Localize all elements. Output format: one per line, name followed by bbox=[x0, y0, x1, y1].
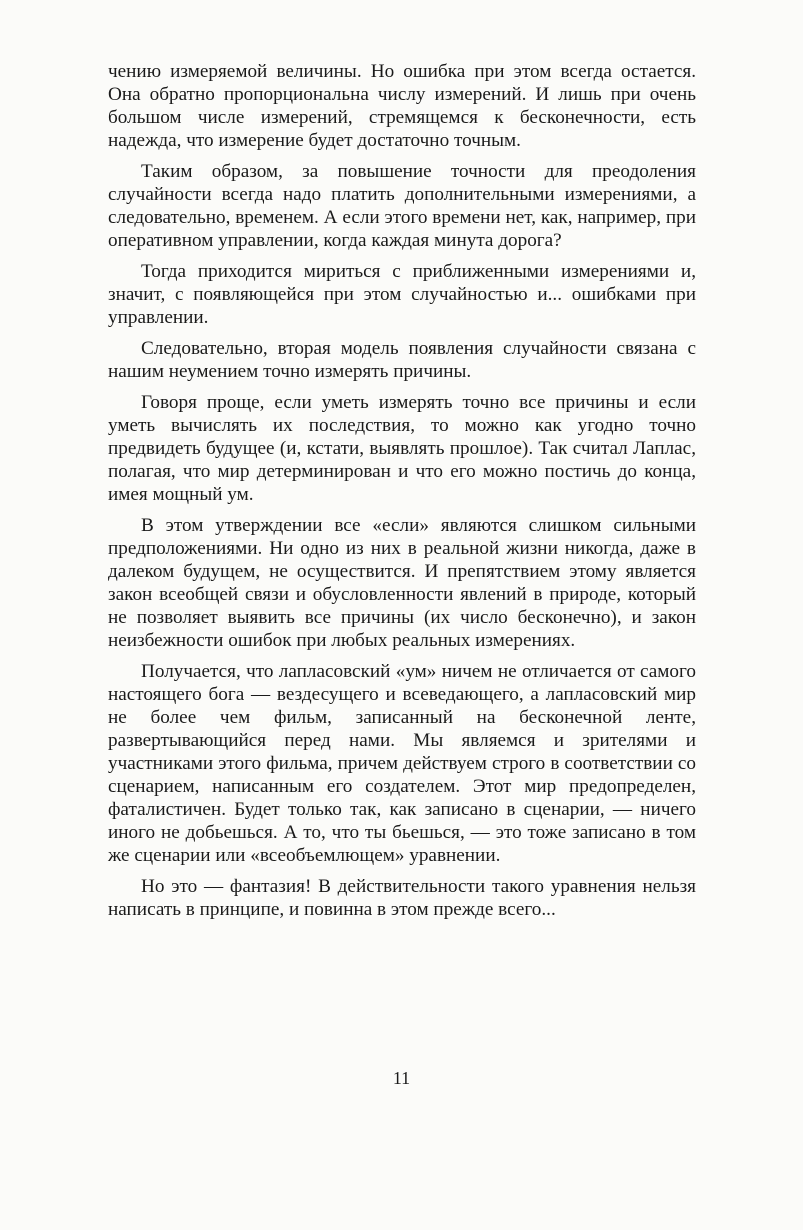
paragraph-7: Получается, что лапласовский «ум» ничем не отличается от самого настоящего бога — вездесущего и всеведающего, а лапласовский мир не более чем фильм, записанный на бесконечной ленте, развертывающийся перед нами. Мы являемся и зрителями и участниками этого фильма, причем действуем строго в соответствии со сценарием, написанным его создателем. Этот мир предопределен, фаталистичен. Будет только так, как записано в сценарии, — ничего иного не добьешься. А то, что ты бьешься, — это тоже записано в том же сценарии или «всеобъемлющем» уравнении. bbox=[108, 661, 696, 866]
page-number: 11 bbox=[392, 1068, 411, 1088]
paragraph-5: Говоря проще, если уметь измерять точно все причины и если уметь вычислять их последствия, то можно как угодно точно предвидеть будущее (и, кстати, выявлять прошлое). Так считал Лаплас, полагая, что мир детерминирован и что его можно постичь до конца, имея мощный ум. bbox=[108, 392, 696, 505]
paragraph-6: В этом утверждении все «если» являются слишком сильными предположениями. Ни одно из них в реальной жизни никогда, даже в далеком будущем, не осуществится. И препятствием этому является закон всеобщей связи и обусловленности явлений в природе, который не позволяет выявить все причины (их число бесконечно), и закон неизбежности ошибок при любых реальных измерениях. bbox=[108, 515, 696, 651]
text-column bbox=[108, 60, 696, 929]
paragraph-8: Но это — фантазия! В действительности такого уравнения нельзя написать в принципе, и повинна в этом прежде всего... bbox=[108, 876, 696, 920]
paragraph-2: Таким образом, за повышение точности для преодоления случайности всегда надо платить дополнительными измерениями, а следовательно, временем. А если этого времени нет, как, например, при оперативном управлении, когда каждая минута дорога? bbox=[108, 161, 696, 251]
paragraph-4: Следовательно, вторая модель появления случайности связана с нашим неумением точно измерять причины. bbox=[108, 338, 696, 382]
paragraph-3: Тогда приходится мириться с приближенными измерениями и, значит, с появляющейся при этом случайностью и... ошибками при управлении. bbox=[108, 261, 696, 328]
paragraph-1: чению измеряемой величины. Но ошибка при этом всегда остается. Она обратно пропорциональна числу измерений. И лишь при очень большом числе измерений, стремящемся к бесконечности, есть надежда, что измерение будет достаточно точным. bbox=[108, 61, 696, 151]
